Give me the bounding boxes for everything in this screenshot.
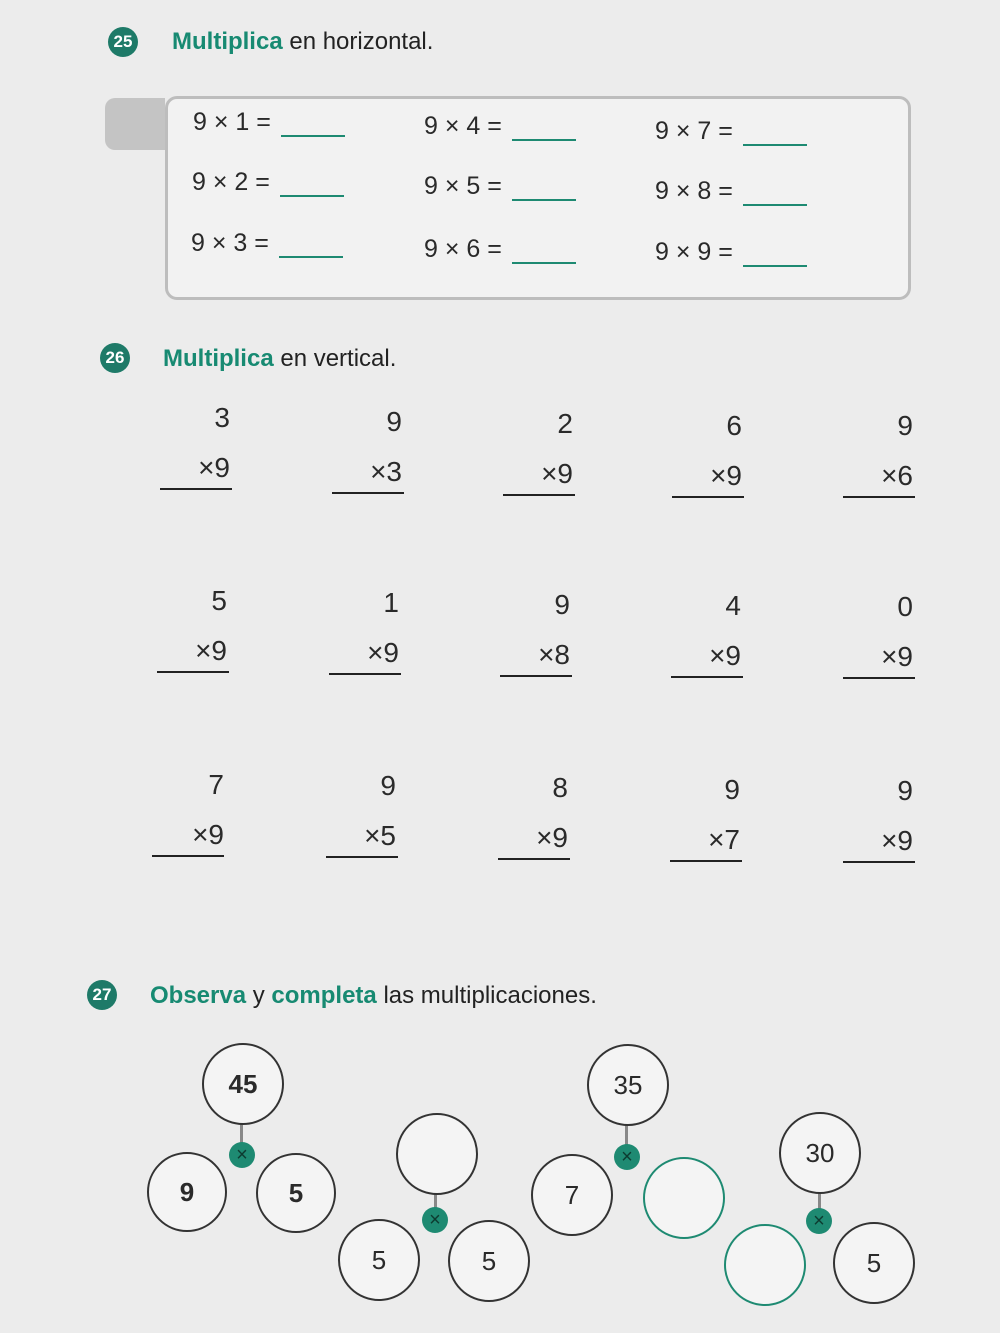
answer-line[interactable] <box>152 855 224 857</box>
vertical-problem: 9 ×5 <box>316 770 398 858</box>
equation: 9 × 8 = <box>655 177 807 206</box>
times-icon: × <box>229 1142 255 1168</box>
answer-line[interactable] <box>157 671 229 673</box>
equation: 9 × 7 = <box>655 117 807 146</box>
factor-circle: 5 <box>833 1222 915 1304</box>
answer-blank[interactable] <box>743 243 807 267</box>
exercise-27-title: Observa y completa las multiplicaciones. <box>150 982 597 1009</box>
answer-line[interactable] <box>672 496 744 498</box>
title-emphasis: completa <box>271 982 377 1009</box>
vertical-problem: 9 ×9 <box>833 775 915 863</box>
equation: 9 × 3 = <box>191 229 343 258</box>
vertical-problem: 6 ×9 <box>662 410 744 498</box>
factor-circle-empty[interactable] <box>724 1224 806 1306</box>
title-emphasis: Multiplica <box>163 345 274 372</box>
answer-line[interactable] <box>160 488 232 490</box>
factor-circle: 9 <box>147 1152 227 1232</box>
times-icon: × <box>806 1208 832 1234</box>
answer-blank[interactable] <box>512 240 576 264</box>
answer-line[interactable] <box>843 861 915 863</box>
product-circle: 35 <box>587 1044 669 1126</box>
equation: 9 × 5 = <box>424 172 576 201</box>
equation: 9 × 9 = <box>655 238 807 267</box>
vertical-problem: 8 ×9 <box>488 772 570 860</box>
answer-blank[interactable] <box>281 113 345 137</box>
title-text: en horizontal. <box>282 28 434 55</box>
answer-line[interactable] <box>332 492 404 494</box>
vertical-problem: 2 ×9 <box>493 408 575 496</box>
vertical-problem: 9 ×3 <box>322 406 404 494</box>
vertical-problem: 0 ×9 <box>833 591 915 679</box>
title-emphasis: Multiplica <box>172 28 283 55</box>
answer-line[interactable] <box>326 856 398 858</box>
answer-line[interactable] <box>500 675 572 677</box>
product-circle-empty[interactable] <box>396 1113 478 1195</box>
answer-blank[interactable] <box>512 117 576 141</box>
vertical-problem: 7 ×9 <box>144 769 224 857</box>
answer-blank[interactable] <box>743 122 807 146</box>
exercise-number-27: 27 <box>87 980 117 1010</box>
exercise-number-25: 25 <box>108 27 138 57</box>
exercise-25-title <box>172 28 433 56</box>
equation: 9 × 4 = <box>424 112 576 141</box>
times-icon: × <box>614 1144 640 1170</box>
product-circle: 45 <box>202 1043 284 1125</box>
answer-line[interactable] <box>670 860 742 862</box>
title-emphasis: Observa <box>150 982 247 1009</box>
vertical-problem: 3 ×9 <box>150 402 232 490</box>
answer-blank[interactable] <box>279 234 343 258</box>
equation: 9 × 6 = <box>424 235 576 264</box>
answer-blank[interactable] <box>280 173 344 197</box>
vertical-problem: 9 ×7 <box>660 774 742 862</box>
factor-circle: 5 <box>448 1220 530 1302</box>
equation: 9 × 2 = <box>192 168 344 197</box>
answer-line[interactable] <box>843 677 915 679</box>
times-icon: × <box>422 1207 448 1233</box>
answer-line[interactable] <box>843 496 915 498</box>
vertical-problem: 9 ×6 <box>833 410 915 498</box>
factor-circle: 7 <box>531 1154 613 1236</box>
vertical-problem: 4 ×9 <box>661 590 743 678</box>
answer-blank[interactable] <box>743 182 807 206</box>
exercise-number-26: 26 <box>100 343 130 373</box>
answer-line[interactable] <box>671 676 743 678</box>
answer-line[interactable] <box>329 673 401 675</box>
answer-blank[interactable] <box>512 177 576 201</box>
exercise-26-title <box>163 345 396 373</box>
vertical-problem: 9 ×8 <box>490 589 572 677</box>
factor-circle: 5 <box>256 1153 336 1233</box>
vertical-problem: 1 ×9 <box>319 587 401 675</box>
factor-circle-empty[interactable] <box>643 1157 725 1239</box>
product-circle: 30 <box>779 1112 861 1194</box>
answer-line[interactable] <box>498 858 570 860</box>
vertical-problem: 5 ×9 <box>147 585 229 673</box>
box-tab <box>105 98 165 150</box>
answer-line[interactable] <box>503 494 575 496</box>
title-text: en vertical. <box>273 345 397 372</box>
equation: 9 × 1 = <box>193 108 345 137</box>
factor-circle: 5 <box>338 1219 420 1301</box>
